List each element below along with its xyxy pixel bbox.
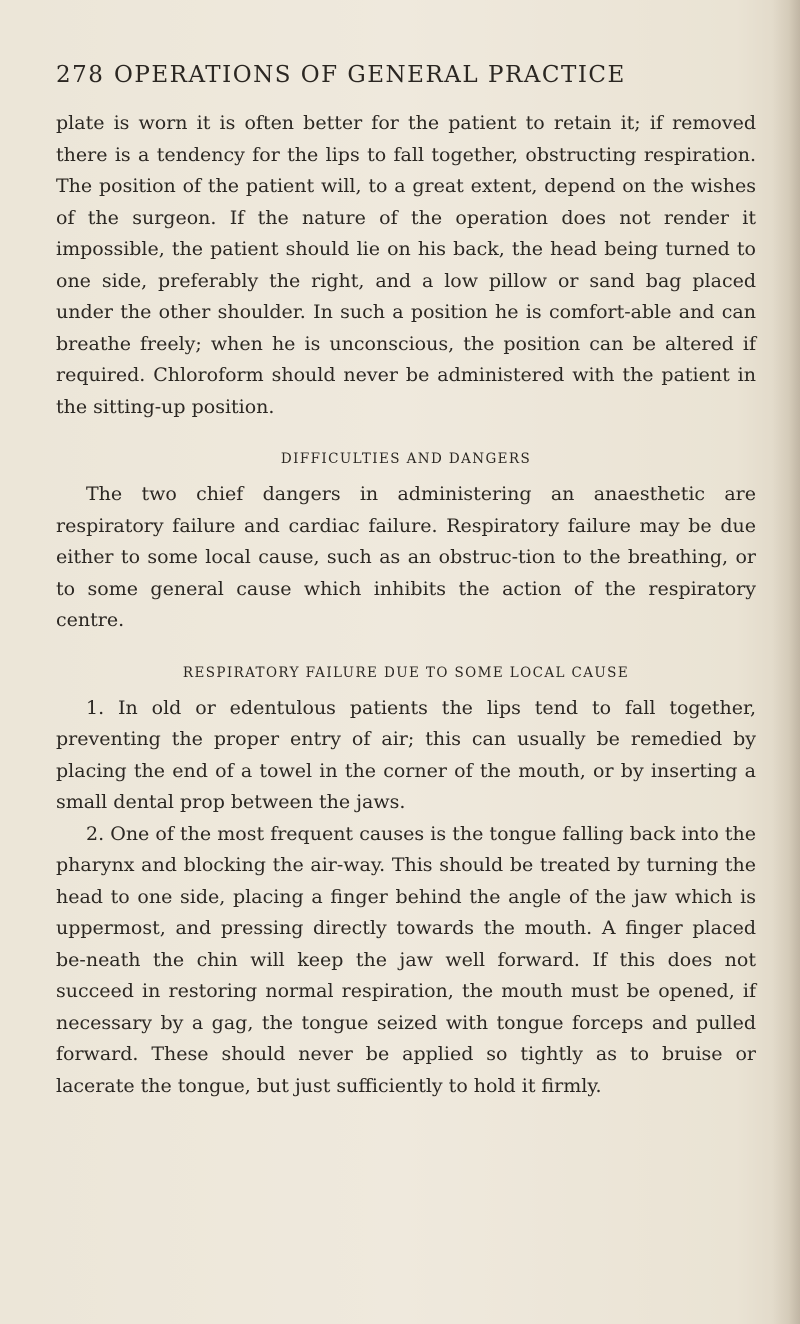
page-edge-shadow	[772, 0, 800, 1324]
running-header	[56, 62, 756, 96]
running-title: OPERATIONS OF GENERAL PRACTICE	[114, 62, 626, 88]
list-item-2: 2. One of the most frequent causes is the tongue falling back into the pharynx and blocking the air-way. This should be treated by turning the head to one side, placing a finger behind the angle of the jaw which is uppermost, and pressing directly towards the mouth. A finger placed be-neath the chin will keep the jaw well forward. If this does not succeed in restoring normal respiration, the mouth must be opened, if necessary by a gag, the tongue seized with tongue forceps and pulled forward. These should never be applied so tightly as to bruise or lacerate the tongue, but just sufficiently to hold it firmly.	[56, 822, 756, 1097]
section-heading-respiratory-failure: RESPIRATORY FAILURE DUE TO SOME LOCAL CAUSE	[182, 664, 630, 681]
page-number: 278	[56, 62, 105, 88]
difficulties-paragraph: The two chief dangers in administering an anaesthetic are respiratory failure and cardiac failure. Respiratory failure may be due either to some local cause, such as an obstruc-tion to the breathing, or to some general cause which inhibits the action of the respiratory centre.	[56, 483, 756, 631]
page-body	[56, 108, 756, 1102]
section-heading-difficulties: DIFFICULTIES AND DANGERS	[280, 451, 532, 467]
intro-paragraph: plate is worn it is often better for the patient to retain it; if removed there is a tendency for the lips to fall together, obstructing respiration. The position of the patient will, to a great extent, depend on the wishes of the surgeon. If the nature of the operation does not render it impossible, the patient should lie on his back, the head being turned to one side, preferably the right, and a low pillow or sand bag placed under the other shoulder. In such a position he is comfort-able and can breathe freely; when he is unconscious, the position can be altered if required. Chloroform should never be administered with the patient in the sitting-up position.	[56, 112, 756, 418]
list-item-1: 1. In old or edentulous patients the lips tend to fall together, preventing the proper entry of air; this can usually be remedied by placing the end of a towel in the corner of the mouth, or by inserting a small dental prop between the jaws.	[56, 696, 756, 813]
